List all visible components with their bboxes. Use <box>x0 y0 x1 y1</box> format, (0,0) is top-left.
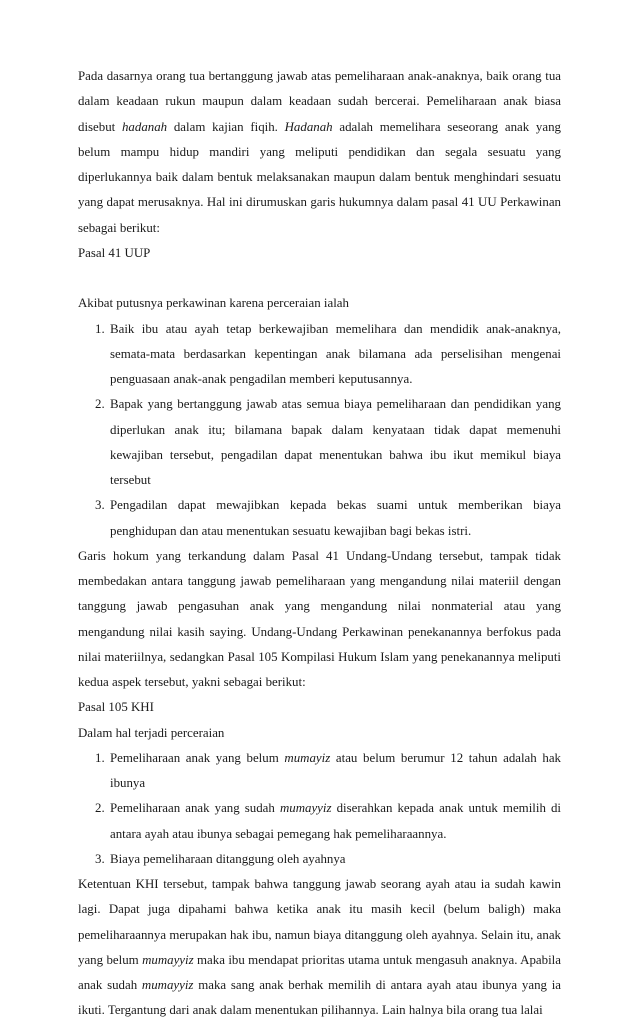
paragraph-intro: Pada dasarnya orang tua bertanggung jawab atas pemeliharaan anak-anaknya, baik orang tua dalam keadaan rukun maupun dalam keadaan sudah bercerai. Pemeliharaan anak biasa disebut hadanah dalam kajian fiqih. Hadanah adalah memelihara seseorang anak yang belum mampu hidup mandiri yang meliputi pendidikan dan segala sesuatu yang diperlukannya baik dalam bentuk melaksanakan maupun dalam bentuk menghindari sesuatu yang dapat merusaknya. Hal ini dirumuskan garis hukumnya dalam pasal 41 UU Perkawinan sebagai berikut: <box>78 69 561 235</box>
document-page <box>78 64 561 1024</box>
list-intro-41: Akibat putusnya perkawinan karena perceraian ialah <box>78 296 349 311</box>
list-item: 1. Pemeliharaan anak yang belum mumayiz atau belum berumur 12 tahun adalah hak ibunya <box>95 750 561 790</box>
list-pasal-41 <box>78 317 561 544</box>
list-item: 2. Pemeliharaan anak yang sudah mumayyiz diserahkan kepada anak untuk memilih di antara ayah atau ibunya sebagai pemegang hak pemeliharaannya. <box>95 801 561 841</box>
list-pasal-105 <box>78 746 561 872</box>
paragraph-analysis: Garis hokum yang terkandung dalam Pasal 41 Undang-Undang tersebut, tampak tidak membedakan antara tanggung jawab pemeliharaan yang mengandung nilai materiil dengan tanggung jawab pengasuhan anak yang mengandung nilai nonmaterial atau yang mengandung nilai kasih saying. Undang-Undang Perkawinan penekanannya berfokus pada nilai materiilnya, sedangkan Pasal 105 Kompilasi Hukum Islam yang penekanannya meliputi kedua aspek tersebut, yakni sebagai berikut: <box>78 548 561 689</box>
paragraph-khi: Ketentuan KHI tersebut, tampak bahwa tanggung jawab seorang ayah atau ia sudah kawin lagi. Dapat juga dipahami bahwa ketika anak itu masih kecil (belum baligh) maka pemeliharaannya merupakan hak ibu, namun biaya ditanggung oleh ayahnya. Selain itu, anak yang belum mumayyiz maka ibu mendapat prioritas utama untuk mengasuh anaknya. Apabila anak sudah mumayyiz maka sang anak berhak memilih di antara ayah atau ibunya yang ia ikuti. Tergantung dari anak dalam menentukan pilihannya. Lain halnya bila orang tua lalai <box>78 877 561 1018</box>
list-item: 1. Baik ibu atau ayah tetap berkewajiban memelihara dan mendidik anak-anaknya, semata-mata berdasarkan kepentingan anak bilamana ada perselisihan mengenai penguasaan anak-anak pengadilan memberi keputusannya. <box>95 321 561 386</box>
list-item: 2. Bapak yang bertanggung jawab atas semua biaya pemeliharaan dan pendidikan yang diperlukan anak itu; bilamana bapak dalam kenyataan tidak dapat memenuhi kewajiban tersebut, pengadilan dapat menentukan bahwa ibu ikut memikul biaya tersebut <box>95 397 561 487</box>
list-item: 3. Biaya pemeliharaan ditanggung oleh ayahnya <box>95 851 346 866</box>
blank-line <box>78 266 561 291</box>
heading-pasal-41: Pasal 41 UUP <box>78 245 151 260</box>
list-intro-105: Dalam hal terjadi perceraian <box>78 725 225 740</box>
heading-pasal-105: Pasal 105 KHI <box>78 700 154 715</box>
list-item: 3. Pengadilan dapat mewajibkan kepada bekas suami untuk memberikan biaya penghidupan dan atau menentukan sesuatu kewajiban bagi bekas istri. <box>95 498 561 538</box>
